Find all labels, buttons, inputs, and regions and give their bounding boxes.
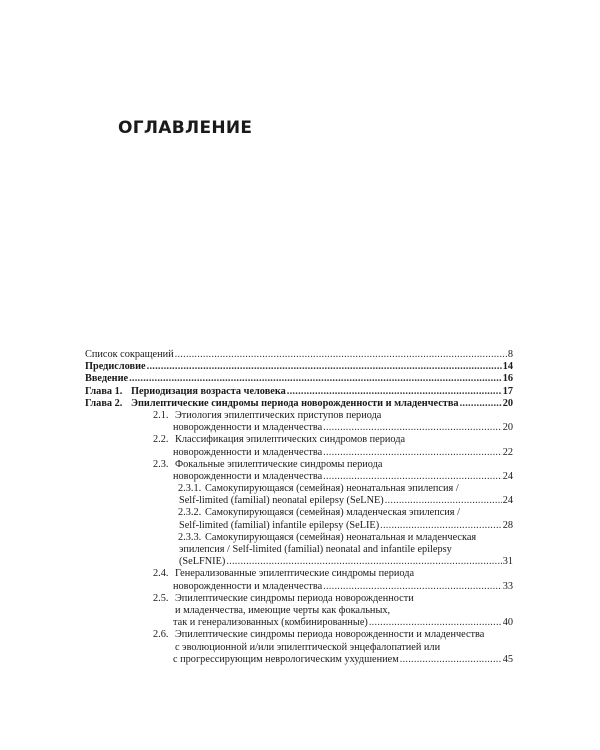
page-title: ОГЛАВЛЕНИЕ — [118, 118, 253, 138]
toc-entry-label: Self-limited (familial) neonatal epilepsy (SeLNE) — [179, 495, 384, 507]
toc-section-number: 2.3. — [153, 458, 169, 470]
toc-section-number: 2.6. — [153, 629, 169, 641]
toc-entry-2-4[interactable] — [85, 568, 513, 592]
toc-entry-2-1[interactable] — [85, 410, 513, 434]
toc-chapter-number: Глава 1. — [85, 385, 123, 397]
table-of-contents — [85, 349, 513, 666]
toc-entry-label: Самокупирующаяся (семейная) младенческая эпилепсия / — [205, 507, 460, 519]
toc-entry-label: Периодизация возраста человека — [131, 385, 286, 397]
toc-entry-label: Self-limited (familial) infantile epilepsy (SeLIE) — [179, 519, 380, 531]
toc-entry-label: (SeLFNIE) — [179, 556, 226, 568]
toc-entry-label: Самокупирующаяся (семейная) неонатальная и младенческая — [205, 531, 477, 543]
toc-section-number: 2.2. — [153, 434, 169, 446]
toc-entry-chapter-1[interactable] — [85, 386, 513, 398]
toc-entry-label: Генерализованные эпилептические синдромы периода — [175, 568, 415, 580]
toc-section-number: 2.4. — [153, 568, 169, 580]
toc-entry-2-3-3[interactable] — [85, 532, 513, 569]
toc-section-number: 2.5. — [153, 592, 169, 604]
toc-leader — [323, 422, 502, 434]
toc-page-number: 16 — [502, 373, 513, 385]
toc-page-number: 31 — [502, 556, 513, 568]
toc-page-number: 28 — [502, 519, 513, 531]
toc-page-number: 8 — [507, 349, 513, 360]
toc-entry-label: Классификация эпилептических синдромов периода — [175, 434, 406, 446]
toc-leader — [129, 373, 502, 385]
toc-leader — [287, 386, 502, 398]
toc-entry-2-6[interactable] — [85, 629, 513, 666]
toc-leader — [323, 447, 502, 459]
toc-entry-label: и младенчества, имеющие черты как фокальных, — [175, 604, 391, 616]
toc-entry-label: новорожденности и младенчества — [173, 446, 323, 458]
toc-entry-label: Предисловие — [85, 361, 146, 373]
toc-leader — [369, 617, 502, 629]
toc-entry-preface[interactable] — [85, 361, 513, 373]
toc-entry-label: Эпилептические синдромы периода новорожденности и младенчества — [175, 629, 485, 641]
toc-page-number: 17 — [502, 385, 513, 397]
toc-entry-label: эпилепсия / Self-limited (familial) neonatal and infantile epilepsy — [179, 544, 452, 555]
toc-section-number: 2.3.2. — [178, 507, 202, 519]
toc-entry-label: Фокальные эпилептические синдромы периода — [175, 458, 383, 470]
toc-entry-label: новорожденности и младенчества — [173, 580, 323, 592]
toc-leader — [323, 581, 502, 593]
toc-section-number: 2.1. — [153, 409, 169, 421]
toc-page-number: 14 — [502, 361, 513, 373]
toc-entry-label: Самокупирующаяся (семейная) неонатальная эпилепсия / — [205, 483, 459, 495]
toc-entry-abbreviations[interactable] — [85, 349, 513, 361]
toc-leader — [175, 349, 507, 361]
toc-page-number: 45 — [502, 653, 513, 665]
toc-entry-label: новорожденности и младенчества — [173, 422, 323, 434]
toc-entry-2-3-1[interactable] — [85, 483, 513, 507]
toc-section-number: 2.3.3. — [178, 531, 202, 543]
toc-entry-2-5[interactable] — [85, 593, 513, 630]
toc-entry-label: Эпилептические синдромы периода новорожденности и младенчества — [131, 397, 459, 409]
toc-entry-label: с эволюционной и/или эпилептической энцефалопатией или — [175, 641, 441, 653]
toc-entry-2-3[interactable] — [85, 459, 513, 483]
toc-leader — [400, 654, 502, 666]
toc-chapter-number: Глава 2. — [85, 397, 123, 409]
toc-leader — [380, 520, 502, 532]
toc-page-number: 40 — [502, 617, 513, 629]
toc-leader — [147, 361, 502, 373]
toc-leader — [226, 556, 501, 568]
toc-entry-label: Этиология эпилептических приступов периода — [175, 409, 382, 421]
toc-page-number: 24 — [502, 470, 513, 482]
toc-entry-2-2[interactable] — [85, 434, 513, 458]
toc-leader — [323, 471, 502, 483]
toc-entry-label: новорожденности и младенчества — [173, 470, 323, 482]
toc-entry-label: Введение — [85, 373, 129, 385]
toc-page-number: 20 — [502, 422, 513, 434]
toc-entry-chapter-2[interactable] — [85, 398, 513, 410]
toc-leader — [460, 398, 502, 410]
toc-entry-label: Эпилептические синдромы периода новорожденности — [175, 592, 414, 604]
toc-section-number: 2.3.1. — [178, 483, 202, 495]
toc-entry-label: с прогрессирующим неврологическим ухудшением — [173, 653, 399, 665]
toc-page-number: 22 — [502, 446, 513, 458]
toc-entry-introduction[interactable] — [85, 373, 513, 385]
toc-page-number: 24 — [502, 495, 513, 507]
toc-entry-label: так и генерализованных (комбинированные) — [173, 617, 368, 629]
toc-entry-2-3-2[interactable] — [85, 507, 513, 531]
toc-page-number: 20 — [502, 397, 513, 409]
toc-page-number: 33 — [502, 580, 513, 592]
toc-leader — [385, 495, 502, 507]
toc-entry-label: Список сокращений — [85, 349, 174, 360]
